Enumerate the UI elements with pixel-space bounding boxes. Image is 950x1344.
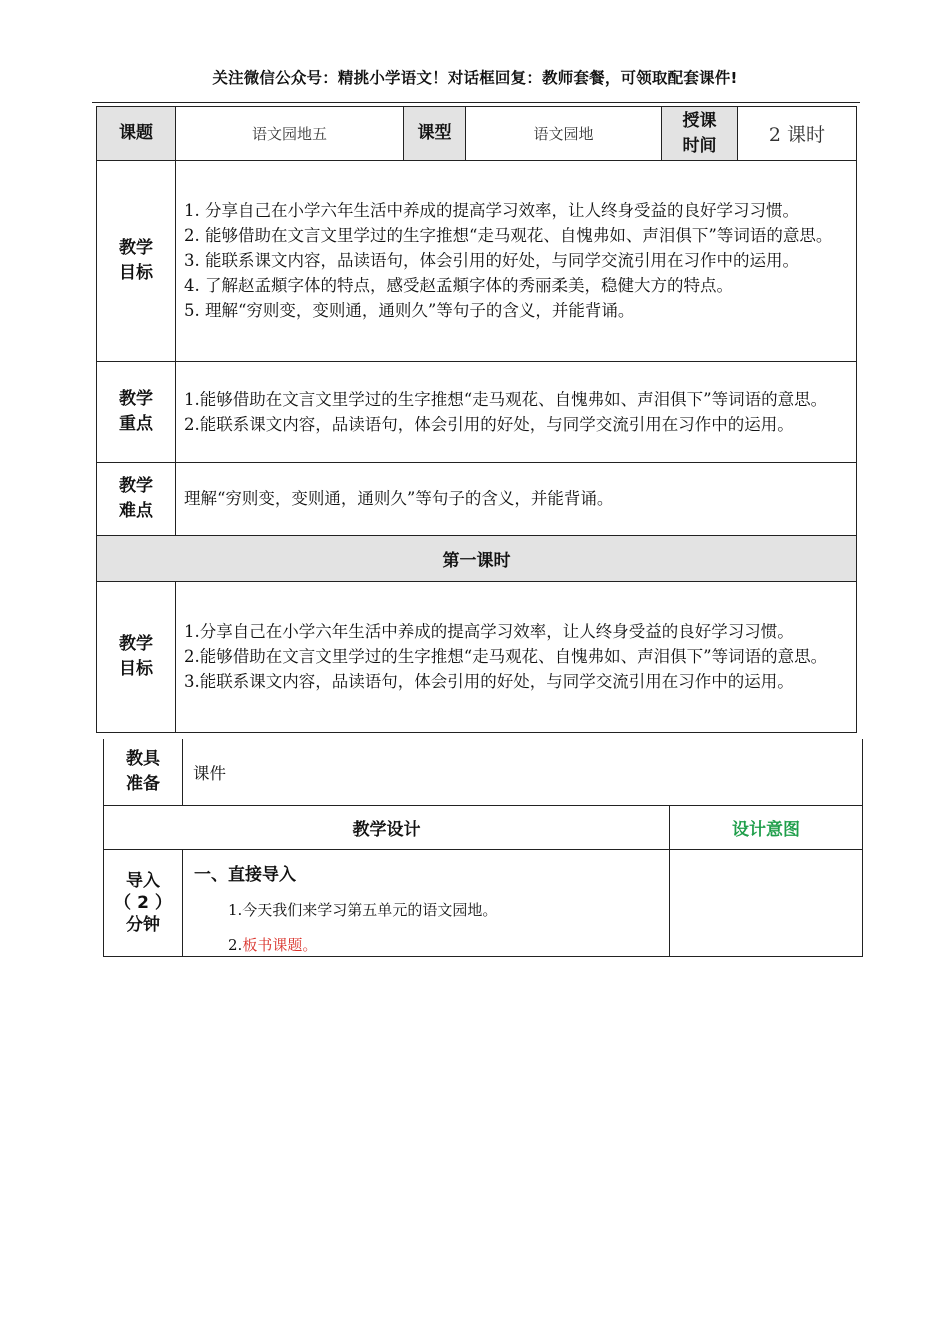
- lesson1-title: 第一课时: [97, 536, 857, 582]
- time-label-line1: 授课: [682, 110, 717, 131]
- lesson1-label-line1: 教学: [119, 634, 153, 654]
- type-label: 课型: [404, 107, 466, 161]
- intro-content: [183, 849, 670, 956]
- key-points-label-line1: 教学: [119, 389, 153, 409]
- prep-label-line1: 教具: [126, 748, 160, 769]
- time-label-line2: 时间: [682, 135, 717, 156]
- intent-header: 设计意图: [670, 805, 863, 849]
- lesson1-label-line2: 目标: [119, 659, 153, 679]
- difficulties-label-line1: 教学: [119, 476, 153, 496]
- prep-row: [104, 739, 863, 805]
- topic-value: 语文园地五: [176, 107, 404, 161]
- prep-value: 课件: [183, 739, 863, 805]
- difficulties-label: [97, 463, 176, 536]
- objective-item: 2. 能够借助在文言文里学过的生字推想“走马观花、自愧弗如、声泪俱下”等词语的意思。: [184, 226, 833, 245]
- objectives-label: [97, 161, 176, 362]
- lesson1-objective-item: 2.能够借助在文言文里学过的生字推想“走马观花、自愧弗如、声泪俱下”等词语的意思。: [184, 647, 828, 666]
- design-header-row: [104, 805, 863, 849]
- objective-item: 4. 了解赵孟頫字体的特点，感受赵孟頫字体的秀丽柔美，稳健大方的特点。: [184, 276, 733, 295]
- key-point-item: 2.能联系课文内容，品读语句，体会引用的好处，与同学交流引用在习作中的运用。: [184, 414, 794, 434]
- topic-label: 课题: [97, 107, 176, 161]
- objectives-label-line2: 目标: [119, 263, 153, 283]
- objectives-label-line1: 教学: [119, 238, 153, 258]
- difficulties-label-line2: 难点: [119, 501, 153, 521]
- objectives-list: [176, 161, 857, 362]
- objective-item: 3. 能联系课文内容，品读语句，体会引用的好处，与同学交流引用在习作中的运用。: [184, 251, 799, 270]
- intro-label: [104, 849, 183, 956]
- objective-item: 1. 分享自己在小学六年生活中养成的提高学习效率，让人终身受益的良好学习习惯。: [184, 201, 799, 220]
- time-label: [662, 107, 738, 161]
- type-value: 语文园地: [466, 107, 662, 161]
- lesson1-objectives-label: [97, 582, 176, 733]
- intro-step-1: 1.今天我们来学习第五单元的语文园地。: [228, 900, 498, 919]
- key-points-row: [97, 362, 857, 463]
- header-note: 关注微信公众号：精挑小学语文！对话框回复：教师套餐，可领取配套课件!: [212, 69, 738, 87]
- key-point-item: 1.能够借助在文言文里学过的生字推想“走马观花、自愧弗如、声泪俱下”等词语的意思。: [184, 389, 828, 409]
- intro-label-line3: 分钟: [126, 914, 160, 935]
- intro-step-2: [184, 934, 668, 955]
- lesson-plan-table: [96, 106, 857, 733]
- lesson1-objective-item: 3.能联系课文内容，品读语句，体会引用的好处，与同学交流引用在习作中的运用。: [184, 672, 794, 691]
- info-row: [97, 107, 857, 161]
- intro-label-line2: （ 2 ）: [114, 892, 172, 913]
- intro-label-line1: 导入: [126, 870, 160, 891]
- intro-step-2-number: 2.: [228, 935, 243, 954]
- difficulties-text: 理解“穷则变，变则通，通则久”等句子的含义，并能背诵。: [176, 463, 857, 536]
- intro-intent-cell: [670, 849, 863, 956]
- intro-step-2-text: 板书课题。: [242, 935, 318, 954]
- difficulties-row: [97, 463, 857, 536]
- key-points-label-line2: 重点: [119, 414, 153, 434]
- intro-row: [104, 849, 863, 956]
- objective-item: 5. 理解“穷则变，变则通，通则久”等句子的含义，并能背诵。: [184, 301, 635, 320]
- prep-label-line2: 准备: [126, 773, 160, 794]
- objectives-row: [97, 161, 857, 362]
- prep-label: [104, 739, 183, 805]
- design-table: [103, 739, 863, 957]
- lesson1-objective-item: 1.分享自己在小学六年生活中养成的提高学习效率，让人终身受益的良好学习习惯。: [184, 622, 794, 641]
- time-value: 2 课时: [738, 107, 857, 161]
- key-points-list: [176, 362, 857, 463]
- key-points-label: [97, 362, 176, 463]
- design-header: 教学设计: [104, 805, 670, 849]
- lesson1-objectives-row: [97, 582, 857, 733]
- lesson1-objectives-list: [176, 582, 857, 733]
- intro-section-title: 一、直接导入: [194, 864, 296, 885]
- lesson1-title-row: [97, 536, 857, 582]
- header-rule: [92, 102, 860, 103]
